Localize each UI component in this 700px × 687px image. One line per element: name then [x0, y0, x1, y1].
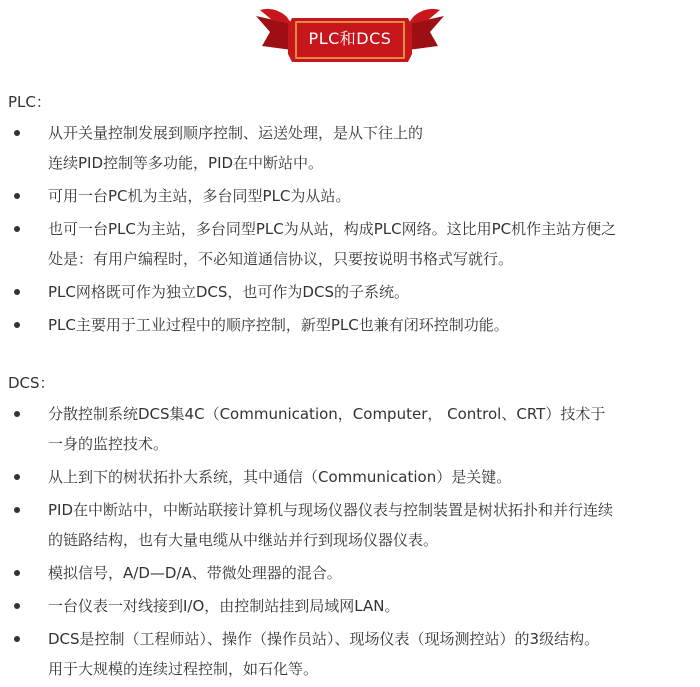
list-item — [8, 624, 692, 684]
dcs-bullet-list — [8, 399, 692, 684]
list-item — [8, 181, 692, 211]
list-item — [8, 399, 692, 459]
bullet-icon — [14, 130, 20, 136]
list-item-line: 从上到下的树状拓扑大系统，其中通信（Communication）是关键。 — [48, 468, 512, 486]
list-item — [8, 310, 692, 340]
list-item-line: 连续PID控制等多功能，PID在中断站中。 — [48, 154, 324, 172]
list-item-line: 一身的监控技术。 — [48, 435, 169, 453]
list-item — [8, 462, 692, 492]
list-item-line: 分散控制系统DCS集4C（Communication，Computer， Control、CRT）技术于 — [48, 405, 606, 423]
plc-bullet-list — [8, 118, 692, 340]
section-heading-plc: PLC： — [8, 93, 51, 111]
list-item-line: 也可一台PLC为主站，多台同型PLC为从站，构成PLC网络。这比用PC机作主站方便之 — [48, 220, 617, 238]
list-item — [8, 118, 692, 178]
list-item-line: 可用一台PC机为主站，多台同型PLC为从站。 — [48, 187, 351, 205]
section-gap — [8, 343, 692, 367]
bullet-icon — [14, 507, 20, 513]
list-item-line: PLC网格既可作为独立DCS，也可作为DCS的子系统。 — [48, 283, 409, 301]
list-item-line: PLC主要用于工业过程中的顺序控制，新型PLC也兼有闭环控制功能。 — [48, 316, 509, 334]
banner-title: PLC和DCS — [308, 29, 392, 48]
list-item-line: 用于大规模的连续过程控制，如石化等。 — [48, 660, 319, 678]
bullet-icon — [14, 289, 20, 295]
list-item-line: DCS是控制（工程师站）、操作（操作员站）、现场仪表（现场测控站）的3级结构。 — [48, 630, 600, 648]
list-item — [8, 214, 692, 274]
bullet-icon — [14, 411, 20, 417]
list-item-line: PID在中断站中，中断站联接计算机与现场仪器仪表与控制装置是树状拓扑和并行连续 — [48, 501, 614, 519]
list-item — [8, 277, 692, 307]
list-item-line: 的链路结构，也有大量电缆从中继站并行到现场仪器仪表。 — [48, 531, 439, 549]
list-item-line: 从开关量控制发展到顺序控制、运送处理，是从下往上的 — [48, 124, 424, 142]
list-item — [8, 558, 692, 588]
bullet-icon — [14, 636, 20, 642]
section-heading-dcs: DCS： — [8, 374, 55, 392]
bullet-icon — [14, 603, 20, 609]
bullet-icon — [14, 474, 20, 480]
title-banner — [252, 6, 448, 66]
content — [8, 86, 692, 687]
list-item-line: 一台仪表一对线接到I/O，由控制站挂到局域网LAN。 — [48, 597, 400, 615]
list-item-line: 处是：有用户编程时，不必知道通信协议，只要按说明书格式写就行。 — [48, 250, 514, 268]
list-item — [8, 495, 692, 555]
bullet-icon — [14, 226, 20, 232]
list-item-line: 模拟信号，A/D—D/A、带微处理器的混合。 — [48, 564, 342, 582]
bullet-icon — [14, 570, 20, 576]
bullet-icon — [14, 322, 20, 328]
bullet-icon — [14, 193, 20, 199]
list-item — [8, 591, 692, 621]
